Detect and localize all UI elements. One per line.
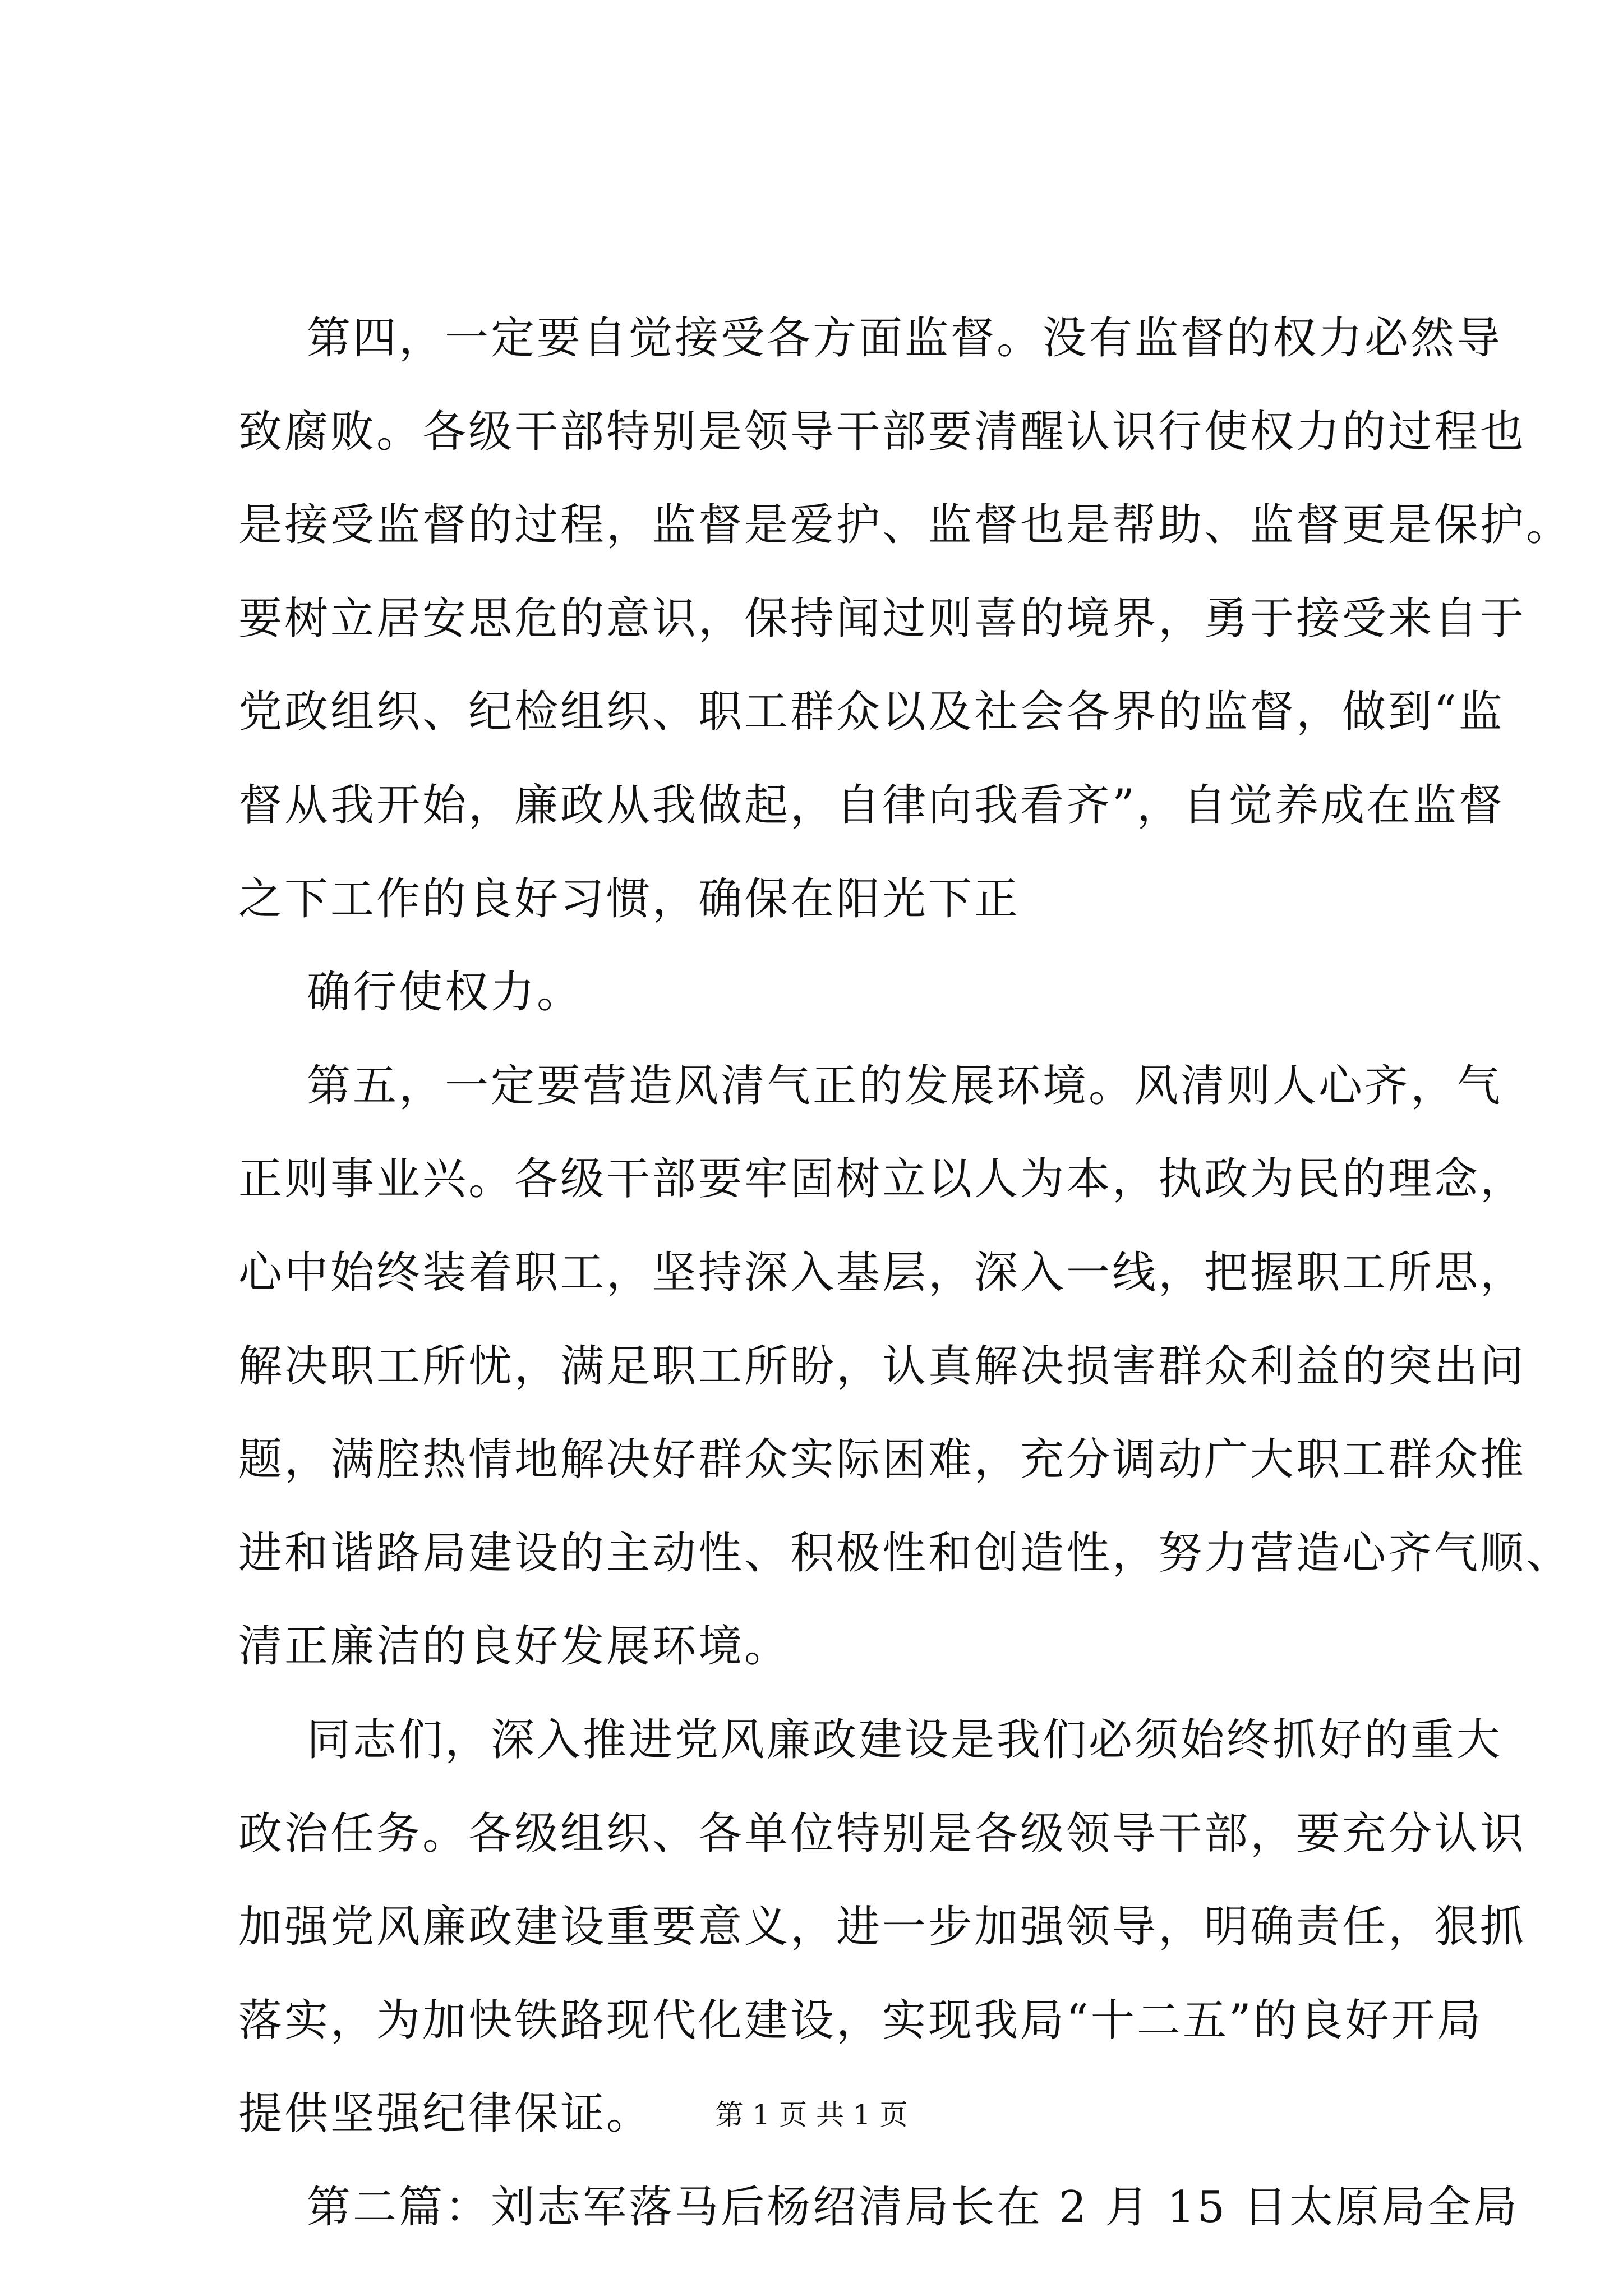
text-line: 正则事业兴。各级干部要牢固树立以人为本，执政为民的理念，: [238, 1154, 1527, 1205]
text-line: 是接受监督的过程，监督是爱护、监督也是帮助、监督更是保护。: [238, 500, 1573, 551]
text-line: 进和谐路局建设的主动性、积极性和创造性，努力营造心齐气顺、: [238, 1527, 1573, 1579]
text-line: 清正廉洁的良好发展环境。: [238, 1621, 791, 1672]
text-line: 党政组织、纪检组织、职工群众以及社会各界的监督，做到“监: [238, 687, 1505, 738]
text-line: 心中始终装着职工，坚持深入基层，深入一线，把握职工所思，: [238, 1247, 1527, 1298]
text-line: 同志们，深入推进党风廉政建设是我们必须始终抓好的重大: [307, 1714, 1503, 1765]
text-line: 之下工作的良好习惯，确保在阳光下正: [238, 873, 1021, 924]
document-body: [238, 292, 1573, 2254]
text-line: 加强党风廉政建设重要意义，进一步加强领导，明确责任，狠抓: [238, 1902, 1527, 1953]
text-line: 督从我开始，廉政从我做起，自律向我看齐”，自觉养成在监督: [238, 780, 1505, 831]
text-line: 提供坚强纪律保证。: [238, 2088, 653, 2139]
text-line: 致腐败。各级干部特别是领导干部要清醒认识行使权力的过程也: [238, 406, 1527, 457]
page-footer: 第 1 页 共 1 页: [715, 2099, 908, 2131]
text-line: 要树立居安思危的意识，保持闻过则喜的境界，勇于接受来自于: [238, 593, 1527, 644]
text-line: 解决职工所忧，满足职工所盼，认真解决损害群众利益的突出问: [238, 1341, 1527, 1392]
text-line: 落实，为加快铁路现代化建设，实现我局“十二五”的良好开局: [238, 1995, 1483, 2046]
text-line: 第四，一定要自觉接受各方面监督。没有监督的权力必然导: [307, 313, 1503, 364]
text-line: 确行使权力。: [307, 967, 583, 1018]
text-line: 第五，一定要营造风清气正的发展环境。风清则人心齐，气: [307, 1060, 1503, 1111]
text-line: 政治任务。各级组织、各单位特别是各级领导干部，要充分认识: [238, 1808, 1527, 1859]
text-line: 题，满腔热情地解决好群众实际困难，充分调动广大职工群众推: [238, 1434, 1527, 1485]
text-line: 第二篇：刘志军落马后杨绍清局长在 2 月 15 日太原局全局: [307, 2182, 1520, 2233]
